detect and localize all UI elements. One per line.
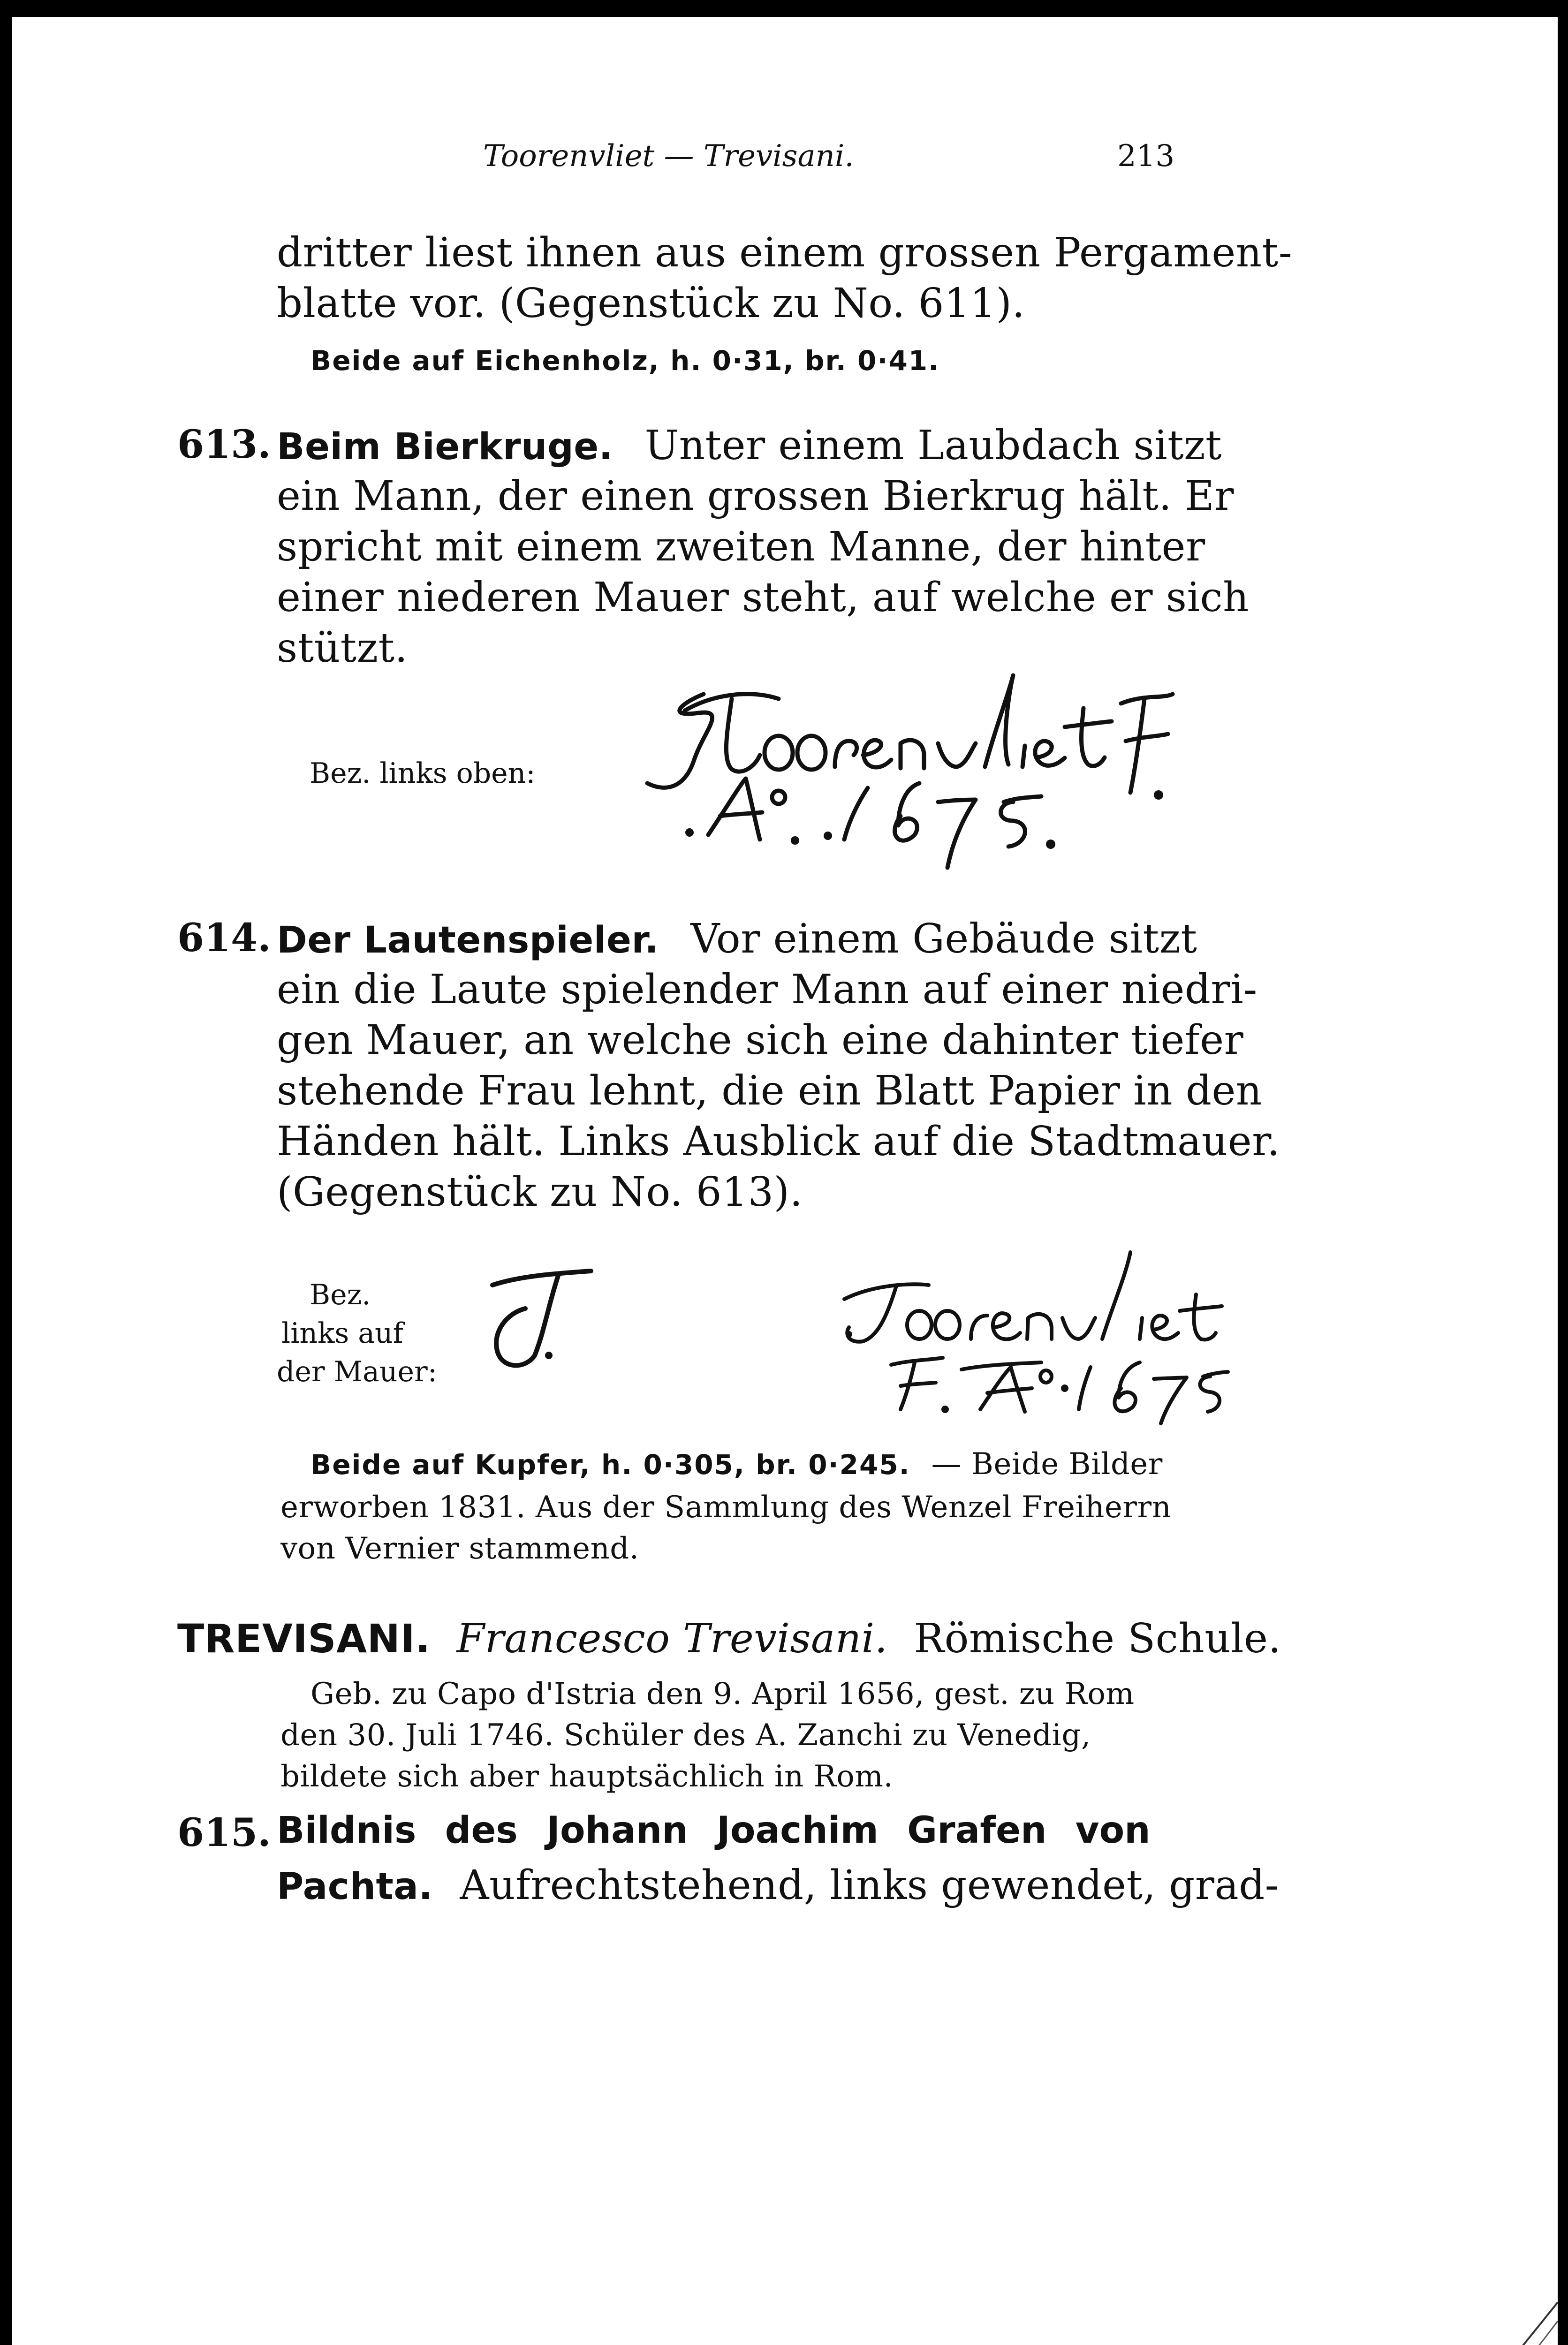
entry-614-material-line: [311, 1444, 1163, 1485]
artist-name: TREVISANI.: [177, 1616, 431, 1662]
running-title: Toorenvliet — Trevisani.: [483, 139, 854, 174]
scan-border-left: [0, 0, 12, 2345]
entry-613-line-3: spricht mit einem zweiten Manne, der hinter: [277, 523, 1205, 570]
artist-bio-line-3: bildete sich aber hauptsächlich in Rom.: [280, 1759, 894, 1794]
entry-613-line-2: ein Mann, der einen grossen Bierkrug hält. Er: [277, 473, 1235, 520]
entry-614-line-3: gen Mauer, an welche sich eine dahinter tiefer: [277, 1017, 1244, 1064]
entry-613-line-5: stützt.: [277, 625, 408, 672]
intro-line-1: dritter liest ihnen aus einem grossen Pergament-: [277, 229, 1293, 276]
page-number: 213: [1117, 139, 1175, 174]
entry-613-number: 613.: [177, 422, 271, 467]
entry-614-bez-line-2: links auf: [281, 1317, 403, 1350]
page-curl-decoration: [1492, 2293, 1558, 2345]
scan-border-right: [1558, 0, 1568, 2345]
signature-614-drawing: [835, 1248, 1229, 1426]
artist-bio-line-1: Geb. zu Capo d'Istria den 9. April 1656, gest. zu Rom: [311, 1677, 1135, 1711]
entry-614-note-3: von Vernier stammend.: [280, 1531, 639, 1566]
entry-614-signature: [835, 1248, 1229, 1426]
monogram-drawing: [478, 1266, 600, 1379]
entry-613-line-4: einer niederen Mauer steht, auf welche er sich: [277, 574, 1250, 621]
artist-bio-line-2: den 30. Juli 1746. Schüler des A. Zanchi zu Venedig,: [280, 1718, 1091, 1753]
artist-school: Römische Schule.: [914, 1615, 1281, 1662]
entry-614-line-6: (Gegenstück zu No. 613).: [277, 1169, 803, 1216]
entry-615-number: 615.: [177, 1810, 271, 1855]
entry-614-note-2: erworben 1831. Aus der Sammlung des Wenzel Freiherrn: [280, 1490, 1172, 1525]
entry-615-title-line-2: Pachta.: [277, 1866, 433, 1908]
entry-614-note-1: — Beide Bilder: [931, 1447, 1163, 1482]
entry-613-line-1: [277, 420, 1222, 472]
entry-613-line-1-rest: Unter einem Laubdach sitzt: [644, 422, 1222, 469]
artist-full-name: Francesco Trevisani.: [456, 1615, 888, 1662]
entry-614-line-2: ein die Laute spielender Mann auf einer niedri-: [277, 966, 1257, 1013]
entry-614-bez-line-1: Bez.: [310, 1278, 371, 1311]
entry-615-line-2-rest: Aufrechtstehend, links gewendet, grad-: [460, 1862, 1279, 1909]
entry-615-line-2: [277, 1860, 1279, 1912]
signature-613-drawing: [638, 666, 1182, 882]
entry-614-line-1-rest: Vor einem Gebäude sitzt: [690, 915, 1197, 962]
scan-border-top: [0, 0, 1568, 17]
intro-line-2: blatte vor. (Gegenstück zu No. 611).: [277, 280, 1025, 327]
intro-material: Beide auf Eichenholz, h. 0·31, br. 0·41.: [311, 345, 940, 377]
entry-614-title: Der Lautenspieler.: [277, 919, 659, 961]
entry-613-title: Beim Bierkruge.: [277, 426, 613, 468]
entry-614-material: Beide auf Kupfer, h. 0·305, br. 0·245.: [311, 1449, 910, 1481]
entry-613-bez-label: Bez. links oben:: [310, 757, 536, 790]
entry-614-number: 614.: [177, 915, 271, 961]
entry-614-line-4: stehende Frau lehnt, die ein Blatt Papier in den: [277, 1067, 1262, 1114]
entry-614-line-5: Händen hält. Links Ausblick auf die Stadtmauer.: [277, 1118, 1280, 1165]
entry-614-monogram: [478, 1266, 600, 1379]
entry-615-title-line-1: Bildnis des Johann Joachim Grafen von: [277, 1809, 1151, 1852]
entry-614-bez-line-3: der Mauer:: [277, 1355, 437, 1388]
entry-613-signature: [638, 666, 1182, 882]
artist-heading-line: [177, 1613, 1281, 1664]
entry-614-line-1: [277, 914, 1197, 966]
